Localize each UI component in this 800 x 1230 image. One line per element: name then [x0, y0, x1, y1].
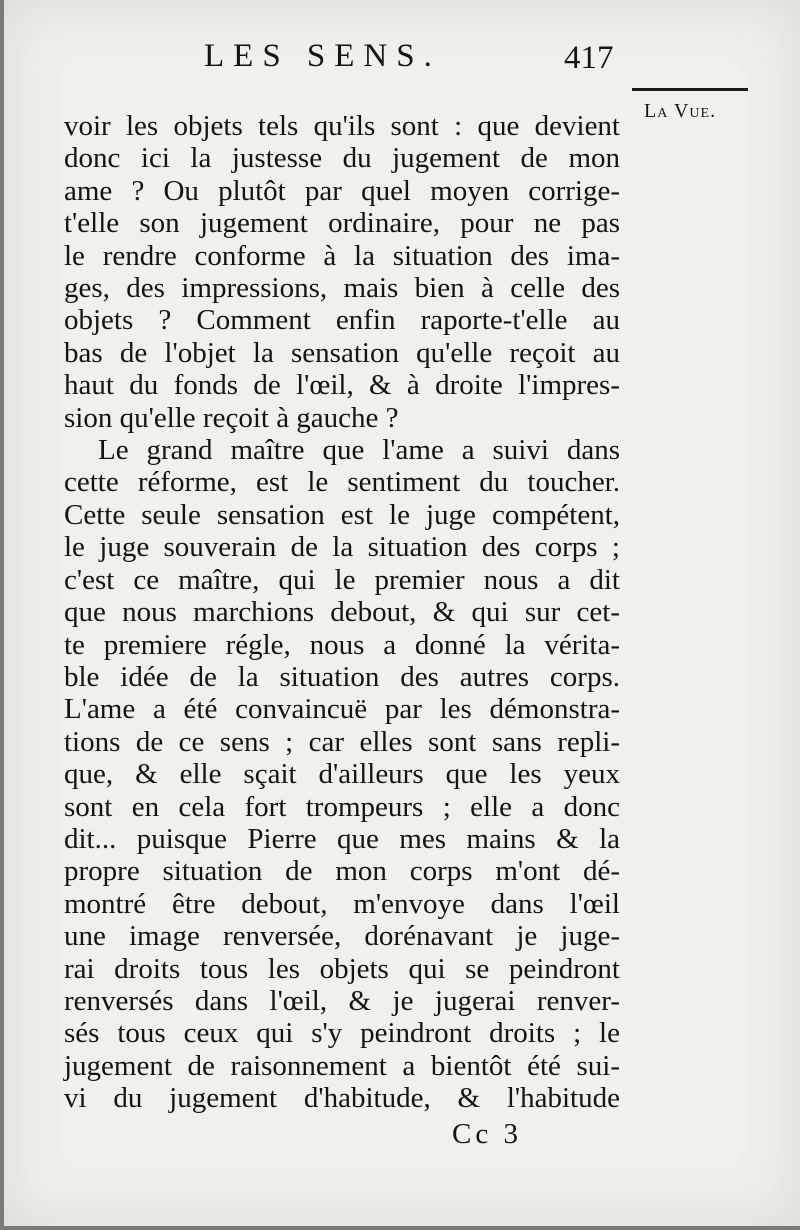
margin-note: La Vue. — [644, 100, 717, 122]
text-line: ble idée de la situation des autres corps. — [64, 660, 620, 693]
text-line: que, & elle sçait d'ailleurs que les yeux — [64, 758, 620, 791]
text-line: sont en cela fort trompeurs ; elle a donc — [64, 790, 620, 823]
text-line: t'elle son jugement ordinaire, pour ne pas — [64, 207, 620, 240]
text-line: Le grand maître que l'ame a suivi dans — [98, 434, 620, 467]
text-line: montré être debout, m'envoye dans l'œil — [64, 887, 620, 920]
text-line: le juge souverain de la situation des corps ; — [64, 531, 620, 564]
text-line: tions de ce sens ; car elles sont sans repli- — [64, 725, 620, 758]
text-line: vi du jugement d'habitude, & l'habitude — [64, 1082, 620, 1115]
body-text — [64, 110, 620, 1115]
text-line: que nous marchions debout, & qui sur cet- — [64, 596, 620, 629]
text-line: cette réforme, est le sentiment du toucher. — [64, 466, 620, 499]
book-page — [4, 0, 800, 1226]
text-line: c'est ce maître, qui le premier nous a dit — [64, 563, 620, 596]
text-line: haut du fonds de l'œil, & à droite l'impres- — [64, 369, 620, 402]
text-line: ges, des impressions, mais bien à celle des — [64, 272, 620, 305]
text-line: L'ame a été convaincuë par les démonstra- — [64, 693, 620, 726]
text-line: sion qu'elle reçoit à gauche ? — [64, 401, 399, 434]
text-line: propre situation de mon corps m'ont dé- — [64, 855, 620, 888]
margin-rule — [632, 88, 748, 91]
text-line: ame ? Ou plutôt par quel moyen corrige- — [64, 174, 620, 207]
running-title: LES SENS. — [204, 38, 441, 74]
text-line: sés tous ceux qui s'y peindront droits ; le — [64, 1017, 620, 1050]
text-line: une image renversée, dorénavant je juge- — [64, 920, 620, 953]
text-line: jugement de raisonnement a bientôt été sui- — [64, 1049, 620, 1082]
text-line: donc ici la justesse du jugement de mon — [64, 142, 620, 175]
text-line: dit... puisque Pierre que mes mains & la — [64, 822, 620, 855]
text-line: rai droits tous les objets qui se peindront — [64, 952, 620, 985]
text-line: bas de l'objet la sensation qu'elle reçoit au — [64, 336, 620, 369]
page-number: 417 — [564, 40, 614, 76]
text-line: te premiere régle, nous a donné la vérita- — [64, 628, 620, 661]
text-line: renversés dans l'œil, & je jugerai renver- — [64, 984, 620, 1017]
text-line: voir les objets tels qu'ils sont : que devient — [64, 110, 620, 142]
text-line: le rendre conforme à la situation des ima- — [64, 239, 620, 272]
text-line: objets ? Comment enfin raporte-t'elle au — [64, 304, 620, 337]
signature-mark: Cc 3 — [452, 1118, 522, 1150]
text-line: Cette seule sensation est le juge compétent, — [64, 498, 620, 531]
